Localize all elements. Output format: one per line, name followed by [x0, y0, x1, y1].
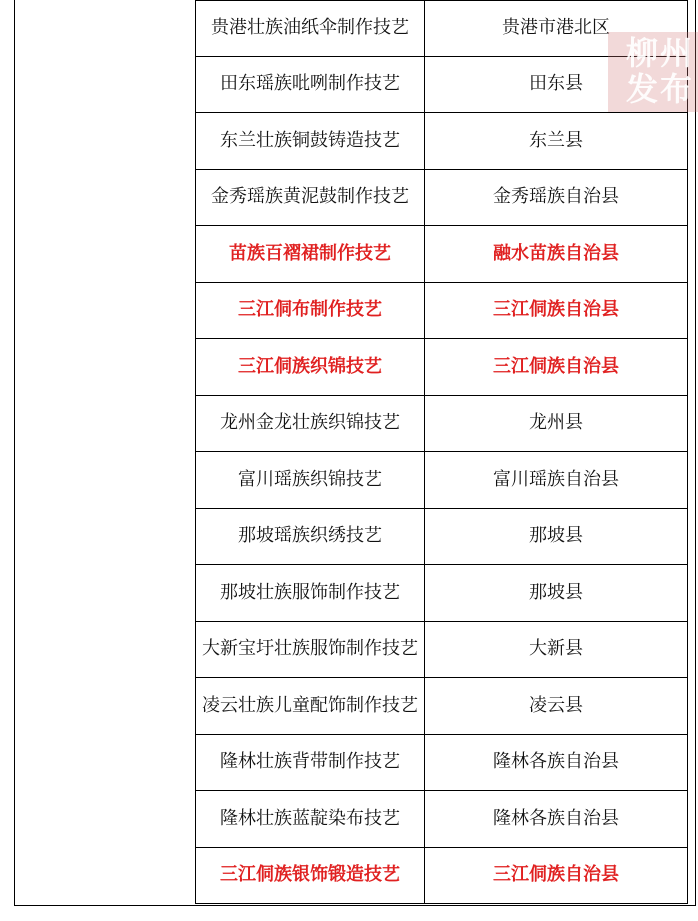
location-cell: 那坡县	[424, 509, 688, 565]
item-name-cell: 三江侗布制作技艺	[195, 283, 424, 339]
location-cell: 三江侗族自治县	[424, 848, 688, 904]
item-name-cell: 那坡壮族服饰制作技艺	[195, 565, 424, 621]
item-name-cell: 贵港壮族油纸伞制作技艺	[195, 1, 424, 56]
item-name-cell: 金秀瑶族黄泥鼓制作技艺	[195, 170, 424, 226]
location-cell: 那坡县	[424, 565, 688, 621]
item-name-cell: 大新宝圩壮族服饰制作技艺	[195, 622, 424, 678]
item-name-cell: 富川瑶族织锦技艺	[195, 452, 424, 508]
location-cell: 大新县	[424, 622, 688, 678]
location-cell: 田东县	[424, 57, 688, 113]
location-cell: 贵港市港北区	[424, 1, 688, 56]
item-name-cell: 三江侗族银饰锻造技艺	[195, 848, 424, 904]
table-row	[195, 848, 688, 905]
item-name-cell: 凌云壮族儿童配饰制作技艺	[195, 678, 424, 734]
table-row	[195, 226, 688, 283]
table-row	[195, 622, 688, 679]
location-cell: 三江侗族自治县	[424, 339, 688, 395]
table-row	[195, 283, 688, 340]
location-cell: 三江侗族自治县	[424, 283, 688, 339]
watermark-line-1: 柳州	[625, 34, 694, 72]
location-cell: 富川瑶族自治县	[424, 452, 688, 508]
location-cell: 凌云县	[424, 678, 688, 734]
table-row	[195, 339, 688, 396]
table-row	[195, 735, 688, 792]
table-row	[195, 452, 688, 509]
watermark-line-2: 发布	[625, 70, 694, 108]
table-row	[195, 791, 688, 848]
table-row	[195, 509, 688, 566]
table-row	[195, 678, 688, 735]
item-name-cell: 田东瑶族吡咧制作技艺	[195, 57, 424, 113]
item-name-cell: 三江侗族织锦技艺	[195, 339, 424, 395]
location-cell: 融水苗族自治县	[424, 226, 688, 282]
location-cell: 龙州县	[424, 396, 688, 452]
table-row	[195, 113, 688, 170]
item-name-cell: 那坡瑶族织绣技艺	[195, 509, 424, 565]
location-cell: 隆林各族自治县	[424, 791, 688, 847]
item-name-cell: 苗族百褶裙制作技艺	[195, 226, 424, 282]
watermark-logo	[608, 32, 698, 112]
location-cell: 东兰县	[424, 113, 688, 169]
heritage-table	[195, 0, 688, 904]
item-name-cell: 龙州金龙壮族织锦技艺	[195, 396, 424, 452]
table-row	[195, 396, 688, 453]
table-row	[195, 565, 688, 622]
location-cell: 金秀瑶族自治县	[424, 170, 688, 226]
item-name-cell: 隆林壮族蓝靛染布技艺	[195, 791, 424, 847]
item-name-cell: 隆林壮族背带制作技艺	[195, 735, 424, 791]
location-cell: 隆林各族自治县	[424, 735, 688, 791]
table-row	[195, 170, 688, 227]
item-name-cell: 东兰壮族铜鼓铸造技艺	[195, 113, 424, 169]
